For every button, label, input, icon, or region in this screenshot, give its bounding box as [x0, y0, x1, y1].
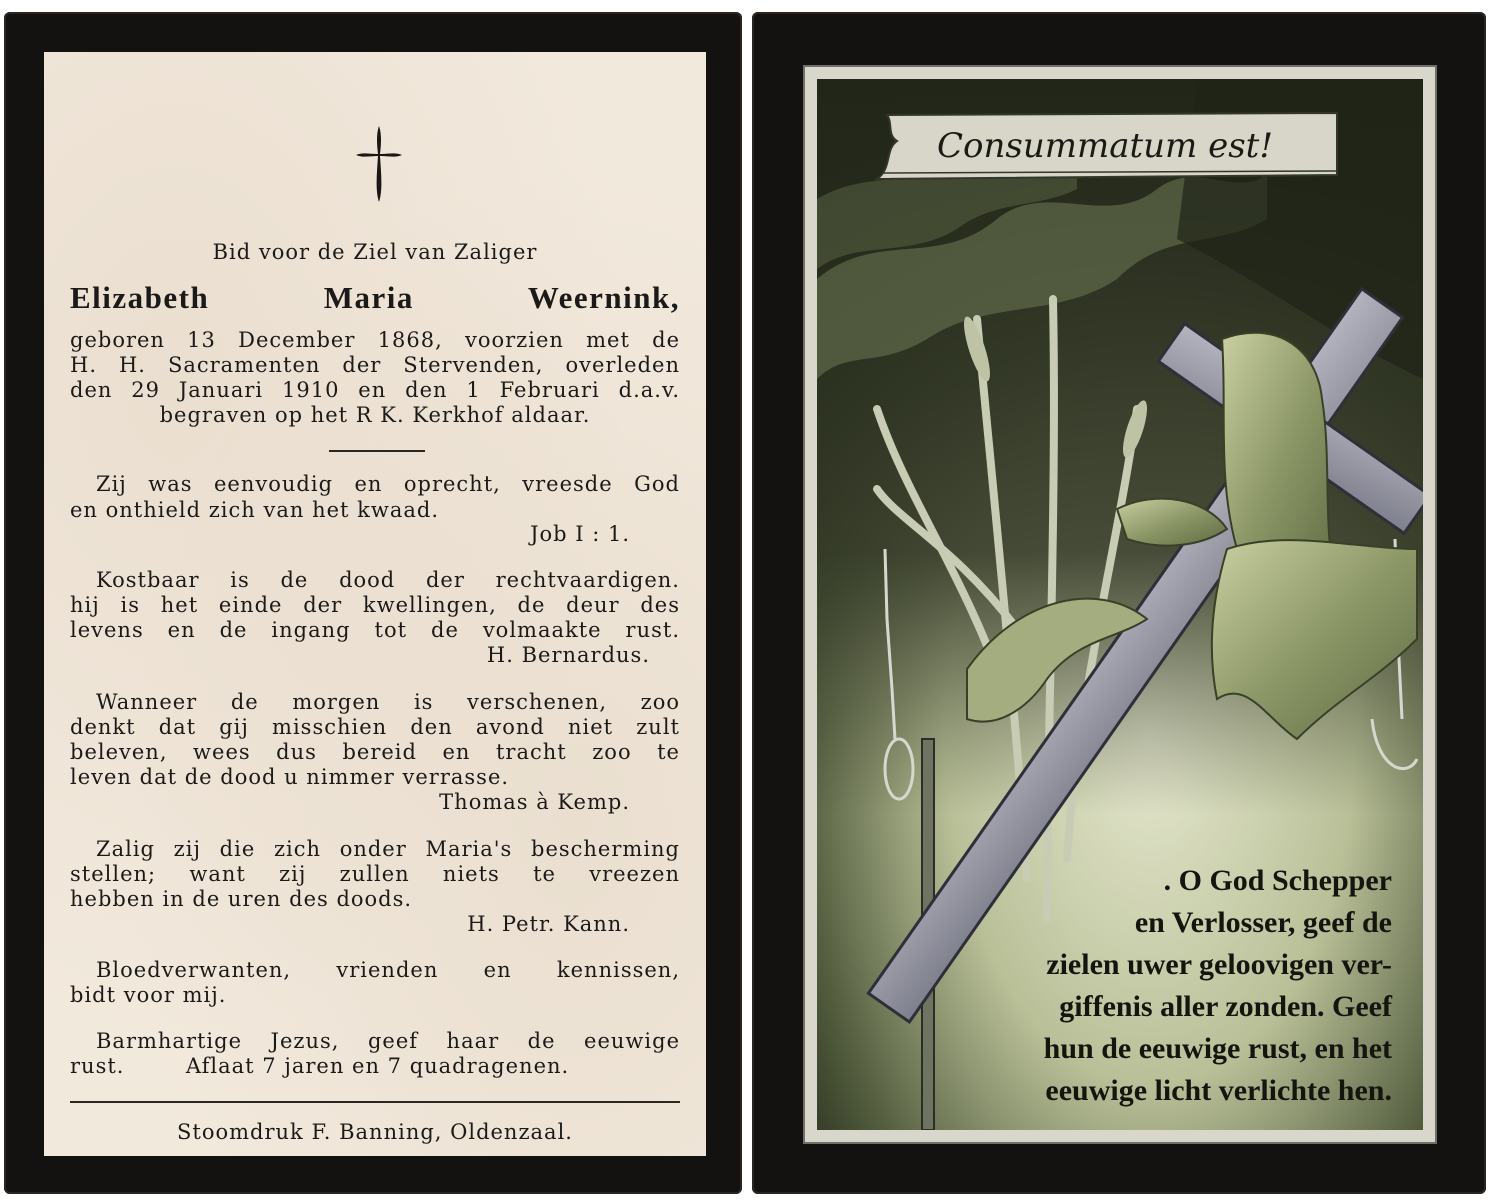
quote-source: Thomas à Kemp. [439, 790, 630, 814]
text-page-paper [44, 52, 706, 1156]
banner-text: Consummatum est! [937, 126, 1273, 166]
verse-line: zielen uwer geloovigen ver- [1046, 948, 1392, 981]
verse-line: . O God Schepper [1163, 864, 1392, 897]
verse-line: giffenis aller zonden. Geef [1059, 990, 1392, 1023]
bio-line: geboren 13 December 1868, voorzien met de [70, 328, 680, 352]
divider [329, 450, 425, 452]
request-line: Bloedverwanten, vrienden en kennissen, [96, 958, 680, 982]
bio-line: H. H. Sacramenten der Stervenden, overleden [70, 353, 680, 377]
bio-line: den 29 Januari 1910 en den 1 Februari d.a.v. [70, 378, 680, 402]
request-line: bidt voor mij. [70, 983, 227, 1007]
quote-line: beleven, wees dus bereid en tracht zoo te [70, 740, 680, 764]
verse-line: eeuwige licht verlichte hen. [1045, 1074, 1392, 1107]
memorial-card-text-page [4, 12, 742, 1194]
quote-line: Zij was eenvoudig en oprecht, vreesde God [96, 472, 680, 496]
footer-divider [70, 1101, 680, 1103]
quote-line: Kostbaar is de dood der rechtvaardigen. [96, 568, 680, 592]
image-frame [803, 65, 1437, 1144]
quote-line: en onthield zich van het kwaad. [70, 498, 439, 522]
quote-line: denkt dat gij misschien den avond niet zult [70, 715, 680, 739]
prayer-line: Barmhartige Jezus, geef haar de eeuwige [96, 1029, 680, 1053]
memorial-card-image-page [752, 12, 1486, 1194]
quote-line: stellen; want zij zullen niets te vreezen [70, 862, 680, 886]
verse-line: hun de eeuwige rust, en het [1043, 1032, 1392, 1065]
quote-line: Wanneer de morgen is verschenen, zoo [96, 690, 680, 714]
bio-line: begraven op het R K. Kerkhof aldaar. [159, 403, 591, 427]
verse-line: en Verlosser, geef de [1134, 906, 1392, 939]
quote-source: Job I : 1. [530, 522, 630, 546]
quote-source: H. Petr. Kann. [467, 912, 630, 936]
banner-scroll [877, 113, 1337, 179]
deceased-name: Elizabeth Maria Weernink, [70, 280, 680, 315]
prayer-verse [972, 860, 1392, 1112]
quote-line: hebben in de uren des doods. [70, 887, 413, 911]
intro-line: Bid voor de Ziel van Zaliger [212, 240, 538, 264]
quote-line: Zalig zij die zich onder Maria's bescherming [96, 837, 680, 861]
quote-line: hij is het einde der kwellingen, de deur des [70, 593, 680, 617]
cross-icon [354, 124, 404, 204]
quote-line: levens en de ingang tot de volmaakte rust. [70, 618, 680, 642]
quote-line: leven dat de dood u nimmer verrasse. [70, 765, 510, 789]
prayer-line: rust. Aflaat 7 jaren en 7 quadragenen. [70, 1054, 570, 1078]
quote-source: H. Bernardus. [486, 643, 650, 667]
printer-line: Stoomdruk F. Banning, Oldenzaal. [177, 1120, 573, 1144]
